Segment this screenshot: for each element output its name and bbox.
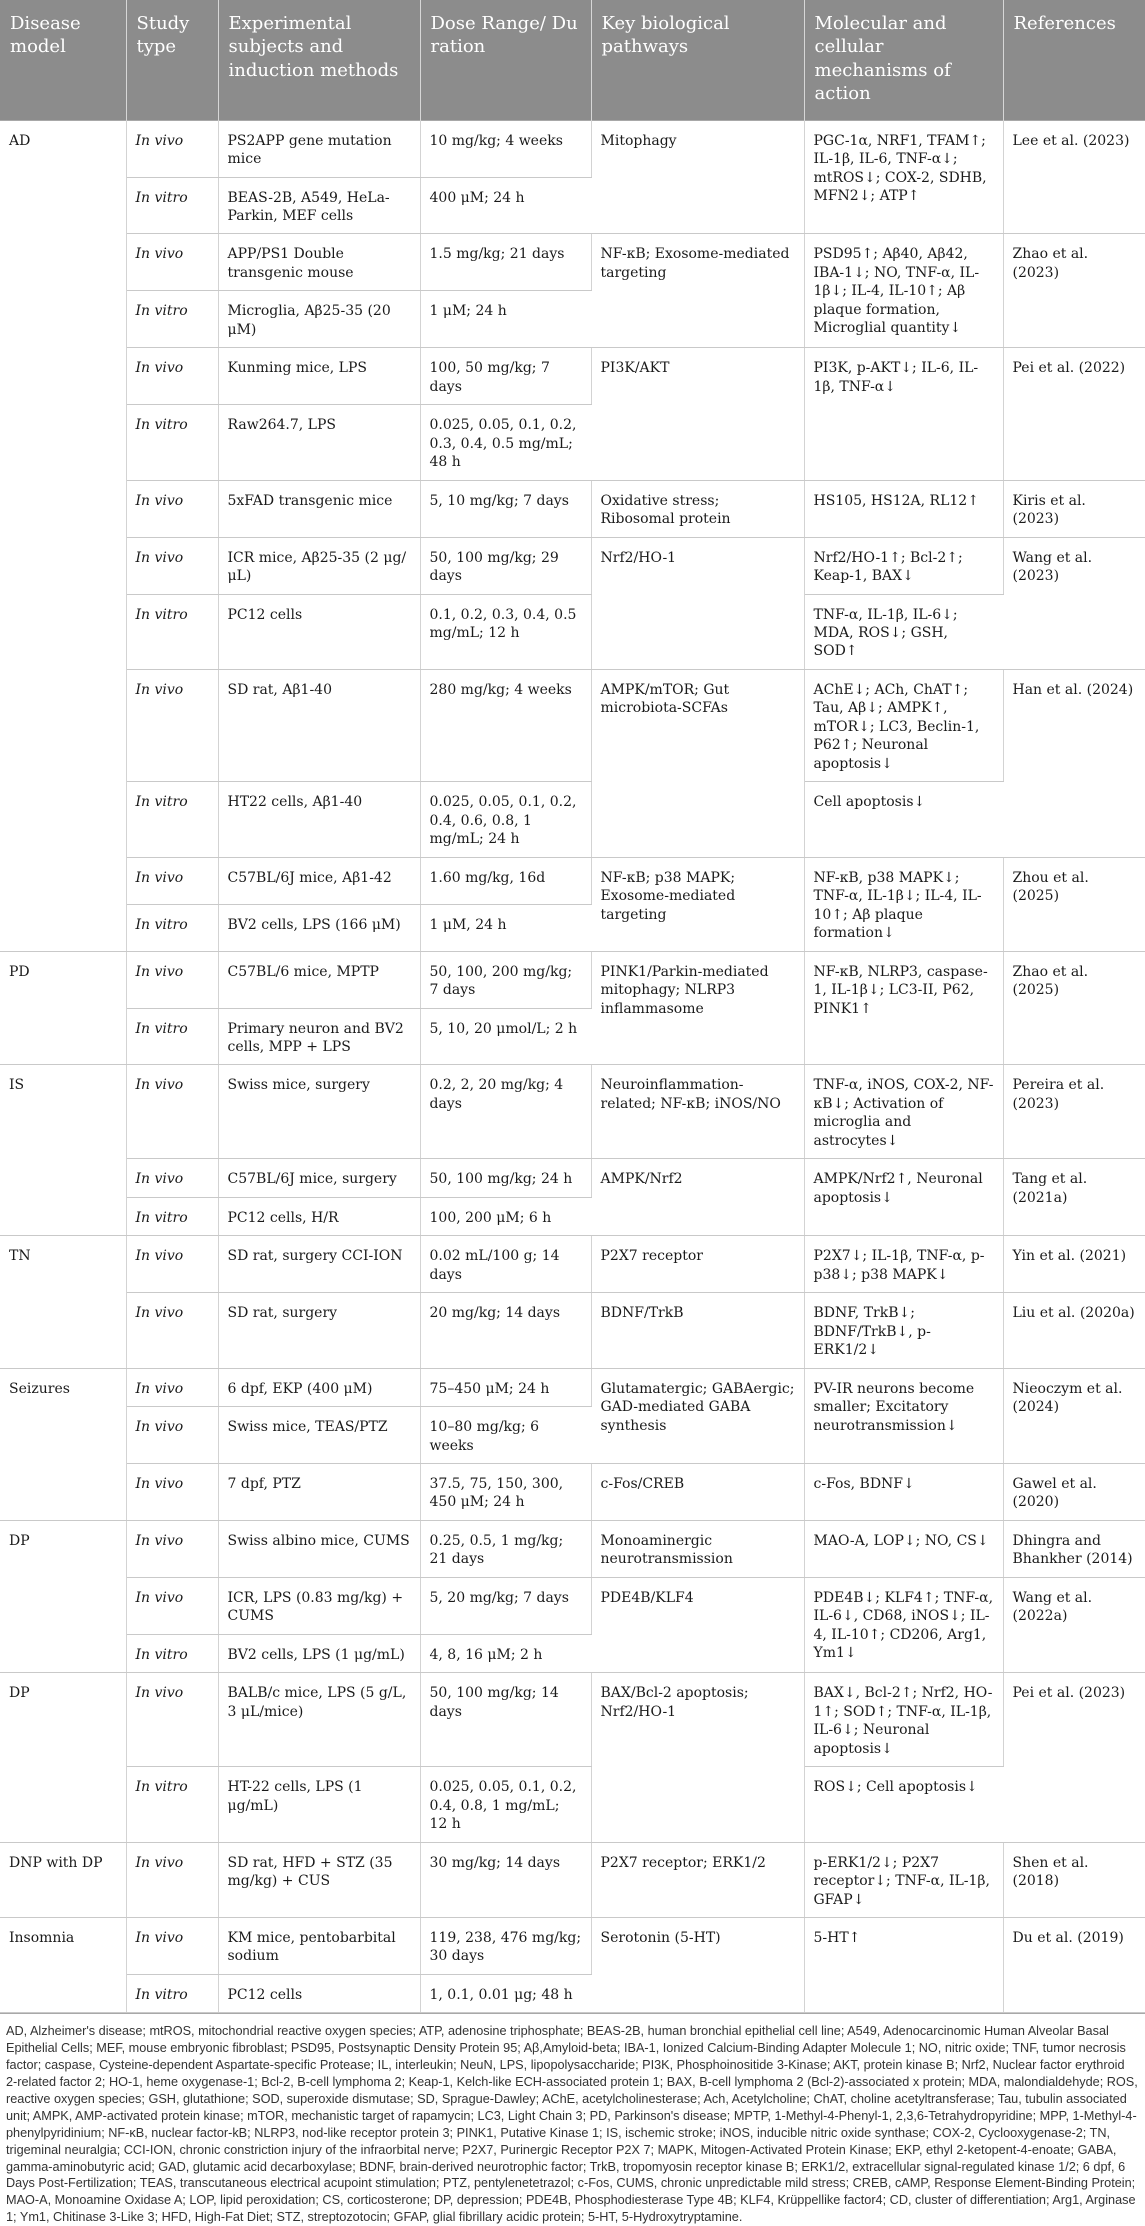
mechanism-cell: P2X7↓; IL-1β, TNF-α, p-p38↓; p38 MAPK↓: [804, 1236, 1003, 1293]
pathway-cell: Glutamatergic; GABAergic; GAD-mediated GABA synthesis: [591, 1368, 804, 1463]
dose-cell: 0.025, 0.05, 0.1, 0.2, 0.4, 0.8, 1 mg/mL; 12 h: [420, 1767, 591, 1842]
subject-cell: Swiss mice, surgery: [218, 1065, 420, 1159]
pathway-cell: Oxidative stress; Ribosomal protein: [591, 480, 804, 537]
subject-cell: Swiss albino mice, CUMS: [218, 1520, 420, 1577]
dose-cell: 0.25, 0.5, 1 mg/kg; 21 days: [420, 1520, 591, 1577]
dose-cell: 100, 200 μM; 6 h: [420, 1197, 591, 1235]
table-row: [0, 669, 1145, 781]
dose-cell: 20 mg/kg; 14 days: [420, 1293, 591, 1368]
pathway-cell: c-Fos/CREB: [591, 1464, 804, 1521]
header-row: [0, 0, 1145, 120]
study-type-cell: In vivo: [126, 120, 218, 177]
reference-cell: Zhou et al. (2025): [1003, 857, 1145, 951]
table-row: [0, 1159, 1145, 1197]
reference-cell: Zhao et al. (2023): [1003, 234, 1145, 348]
mechanism-cell: Cell apoptosis↓: [804, 782, 1003, 857]
subject-cell: Swiss mice, TEAS/PTZ: [218, 1407, 420, 1464]
dose-cell: 50, 100, 200 mg/kg; 7 days: [420, 951, 591, 1008]
subject-cell: C57BL/6J mice, Aβ1-42: [218, 857, 420, 904]
table-row: [0, 1917, 1145, 1974]
dose-cell: 10–80 mg/kg; 6 weeks: [420, 1407, 591, 1464]
table-row: [0, 234, 1145, 291]
study-type-cell: In vivo: [126, 951, 218, 1008]
study-type-cell: In vitro: [126, 1634, 218, 1672]
disease-cell: DP: [0, 1520, 126, 1672]
table-row: [0, 1577, 1145, 1634]
subject-cell: Raw264.7, LPS: [218, 405, 420, 480]
pathway-cell: P2X7 receptor: [591, 1236, 804, 1293]
pathway-cell: Nrf2/HO-1: [591, 537, 804, 669]
study-type-cell: In vivo: [126, 1159, 218, 1197]
subject-cell: PC12 cells: [218, 594, 420, 669]
mechanism-cell: PDE4B↓; KLF4↑; TNF-α, IL-6↓, CD68, iNOS↓; IL-4, IL-10↑; CD206, Arg1, Ym1↓: [804, 1577, 1003, 1672]
reference-cell: Kiris et al. (2023): [1003, 480, 1145, 537]
dose-cell: 280 mg/kg; 4 weeks: [420, 669, 591, 781]
reference-cell: Lee et al. (2023): [1003, 120, 1145, 234]
pathway-cell: NF-κB; Exosome-mediated targeting: [591, 234, 804, 348]
study-type-cell: In vivo: [126, 1236, 218, 1293]
reference-cell: Tang et al. (2021a): [1003, 1159, 1145, 1236]
study-type-cell: In vivo: [126, 669, 218, 781]
subject-cell: BV2 cells, LPS (166 μM): [218, 904, 420, 951]
mechanism-cell: NF-κB, NLRP3, caspase-1, IL-1β↓; LC3-II, P62, PINK1↑: [804, 951, 1003, 1065]
reference-cell: Du et al. (2019): [1003, 1917, 1145, 2012]
pathway-cell: BDNF/TrkB: [591, 1293, 804, 1368]
subject-cell: HT-22 cells, LPS (1 μg/mL): [218, 1767, 420, 1842]
subject-cell: PC12 cells, H/R: [218, 1197, 420, 1235]
table-row: [0, 120, 1145, 177]
dose-cell: 0.025, 0.05, 0.1, 0.2, 0.3, 0.4, 0.5 mg/mL; 48 h: [420, 405, 591, 480]
table-row: [0, 480, 1145, 537]
pathway-cell: PI3K/AKT: [591, 348, 804, 480]
pathway-cell: Monoaminergic neurotransmission: [591, 1520, 804, 1577]
subject-cell: BEAS-2B, A549, HeLa-Parkin, MEF cells: [218, 177, 420, 234]
pathway-cell: PINK1/Parkin-mediated mitophagy; NLRP3 inflammasome: [591, 951, 804, 1065]
mechanism-cell: ROS↓; Cell apoptosis↓: [804, 1767, 1003, 1842]
mechanism-cell: AMPK/Nrf2↑, Neuronal apoptosis↓: [804, 1159, 1003, 1236]
dose-cell: 37.5, 75, 150, 300, 450 μM; 24 h: [420, 1464, 591, 1521]
table-row: [0, 537, 1145, 594]
subject-cell: SD rat, Aβ1-40: [218, 669, 420, 781]
reference-cell: Dhingra and Bhankher (2014): [1003, 1520, 1145, 1577]
disease-cell: DNP with DP: [0, 1842, 126, 1917]
dose-cell: 1 μM; 24 h: [420, 291, 591, 348]
dose-cell: 0.2, 2, 20 mg/kg; 4 days: [420, 1065, 591, 1159]
table-row: [0, 1293, 1145, 1368]
study-type-cell: In vitro: [126, 291, 218, 348]
header-dose: Dose Range/ Du ration: [420, 0, 591, 120]
mechanism-cell: 5-HT↑: [804, 1917, 1003, 2012]
study-type-cell: In vitro: [126, 1197, 218, 1235]
mechanism-cell: MAO-A, LOP↓; NO, CS↓: [804, 1520, 1003, 1577]
study-type-cell: In vivo: [126, 1577, 218, 1634]
table-row: [0, 951, 1145, 1008]
dose-cell: 0.1, 0.2, 0.3, 0.4, 0.5 mg/mL; 12 h: [420, 594, 591, 669]
study-type-cell: In vivo: [126, 480, 218, 537]
dose-cell: 400 μM; 24 h: [420, 177, 591, 234]
subject-cell: 6 dpf, EKP (400 μM): [218, 1368, 420, 1406]
study-type-cell: In vitro: [126, 1008, 218, 1065]
reference-cell: Liu et al. (2020a): [1003, 1293, 1145, 1368]
study-type-cell: In vivo: [126, 1917, 218, 1974]
study-type-cell: In vitro: [126, 594, 218, 669]
subject-cell: SD rat, HFD + STZ (35 mg/kg) + CUS: [218, 1842, 420, 1917]
table-row: [0, 1842, 1145, 1917]
reference-cell: Wang et al. (2023): [1003, 537, 1145, 669]
table-footnote: AD, Alzheimer's disease; mtROS, mitochondrial reactive oxygen species; ATP, adenosine triphosphate; BEAS-2B, human bronchial epithelial cell line; A549, Adenocarcinomic Human Alveolar Basal Epithelial Cells; MEF, mouse embryonic fibroblast; PSD95, Postsynaptic Density Protein 95; Aβ,Amyloid-beta; IBA-1, Ionized Calcium-Binding Adapter Molecule 1; NO, nitric oxide; TNF, tumor necrosis factor; caspase, Cysteine-dependent Aspartate-specific Protease; IL, interleukin; NeuN, LPS, lipopolysaccharide; PI3K, Phosphoinositide 3-Kinase; AKT, protein kinase B; Nrf2, Nuclear factor erythroid 2-related factor 2; HO-1, heme oxygenase-1; Bcl-2, B-cell lymphoma 2; Keap-1, Kelch-like ECH-associated protein 1; BAX, B-cell lymphoma 2 (Bcl-2)-associated x protein; MDA, malondialdehyde; ROS, reactive oxygen species; GSH, glutathione; SOD, superoxide dismutase; SD, Sprague-Dawley; AChE, acetylcholinesterase; Ach, Acetylcholine; ChAT, choline acetyltransferase; Tau, tubulin associated unit; AMPK, AMP-activated protein kinase; mTOR, mechanistic target of rapamycin; LC3, Light Chain 3; PD, Parkinson's disease; MPTP, 1-Methyl-4-Phenyl-1, 2,3,6-Tetrahydropyridine; MPP, 1-Methyl-4-phenylpyridinium; NF-κB, nuclear factor-kB; NLRP3, nod-like receptor protein 3; PINK1, Putative Kinase 1; IS, ischemic stroke; iNOS, inducible nitric oxide synthase; COX-2, Cyclooxygenase-2; TN, trigeminal neuralgia; CCI-ION, chronic constriction injury of the infraorbital nerve; P2X7, Purinergic Receptor P2X 7; MAPK, Mitogen-Activated Protein Kinase; EKP, ethyl 2-ketopent-4-enoate; GABA, gamma-aminobutyric acid; GAD, glutamic acid decarboxylase; BDNF, brain-derived neurotrophic factor; TrkB, tropomyosin receptor kinase B; ERK1/2, extracellular signal-regulated kinase 1/2; 6 dpf, 6 Days Post-Fertilization; TEAS, transcutaneous electrical acupoint stimulation; PTZ, pentylenetetrazol; c-Fos, CUMS, chronic unpredictable mild stress; CREB, cAMP, Response Element-Binding Protein; MAO-A, Monoamine Oxidase A; LOP, lipid peroxidation; CS, corticosterone; DP, depression; PDE4B, Phosphodiesterase Type 4B; KLF4, Krüppellike factor4; CD, cluster of differentiation; Arg1, Arginase 1; Ym1, Chitinase 3-Like 3; HFD, High-Fat Diet; STZ, streptozotocin; GFAP, glial fibrillary acidic protein; 5-HT, 5-Hydroxytryptamine.: [0, 2013, 1145, 2226]
pathway-cell: AMPK/Nrf2: [591, 1159, 804, 1236]
header-mechanisms: Molecular and cellular mechanisms of action: [804, 0, 1003, 120]
reference-cell: Nieoczym et al. (2024): [1003, 1368, 1145, 1463]
reference-cell: Gawel et al. (2020): [1003, 1464, 1145, 1521]
reference-cell: Wang et al. (2022a): [1003, 1577, 1145, 1672]
study-type-cell: In vitro: [126, 1767, 218, 1842]
dose-cell: 119, 238, 476 mg/kg; 30 days: [420, 1917, 591, 1974]
subject-cell: SD rat, surgery CCI-ION: [218, 1236, 420, 1293]
subject-cell: PS2APP gene mutation mice: [218, 120, 420, 177]
table-row: [0, 1464, 1145, 1521]
study-type-cell: In vivo: [126, 348, 218, 405]
subject-cell: 7 dpf, PTZ: [218, 1464, 420, 1521]
subject-cell: ICR, LPS (0.83 mg/kg) + CUMS: [218, 1577, 420, 1634]
dose-cell: 50, 100 mg/kg; 14 days: [420, 1673, 591, 1767]
mechanism-cell: BDNF, TrkB↓; BDNF/TrkB↓, p-ERK1/2↓: [804, 1293, 1003, 1368]
dose-cell: 50, 100 mg/kg; 24 h: [420, 1159, 591, 1197]
dose-cell: 75–450 μM; 24 h: [420, 1368, 591, 1406]
dose-cell: 1 μM, 24 h: [420, 904, 591, 951]
disease-cell: PD: [0, 951, 126, 1065]
subject-cell: ICR mice, Aβ25-35 (2 μg/μL): [218, 537, 420, 594]
dose-cell: 1, 0.1, 0.01 μg; 48 h: [420, 1974, 591, 2012]
table-row: [0, 857, 1145, 904]
table-row: [0, 1065, 1145, 1159]
header-pathways: Key biological pathways: [591, 0, 804, 120]
dose-cell: 1.5 mg/kg; 21 days: [420, 234, 591, 291]
subject-cell: KM mice, pentobarbital sodium: [218, 1917, 420, 1974]
study-type-cell: In vitro: [126, 1974, 218, 2012]
subject-cell: Kunming mice, LPS: [218, 348, 420, 405]
subject-cell: Primary neuron and BV2 cells, MPP + LPS: [218, 1008, 420, 1065]
disease-cell: Insomnia: [0, 1917, 126, 2012]
dose-cell: 4, 8, 16 μM; 2 h: [420, 1634, 591, 1672]
reference-cell: Zhao et al. (2025): [1003, 951, 1145, 1065]
study-type-cell: In vitro: [126, 405, 218, 480]
mechanism-cell: c-Fos, BDNF↓: [804, 1464, 1003, 1521]
table-row: [0, 1673, 1145, 1767]
subject-cell: BV2 cells, LPS (1 μg/mL): [218, 1634, 420, 1672]
table-row: [0, 348, 1145, 405]
mechanism-cell: PGC-1α, NRF1, TFAM↑; IL-1β, IL-6, TNF-α↓; mtROS↓; COX-2, SDHB, MFN2↓; ATP↑: [804, 120, 1003, 234]
dose-cell: 50, 100 mg/kg; 29 days: [420, 537, 591, 594]
pathway-cell: AMPK/mTOR; Gut microbiota-SCFAs: [591, 669, 804, 857]
subject-cell: Microglia, Aβ25-35 (20 μM): [218, 291, 420, 348]
dose-cell: 0.025, 0.05, 0.1, 0.2, 0.4, 0.6, 0.8, 1 mg/mL; 24 h: [420, 782, 591, 857]
study-type-cell: In vitro: [126, 904, 218, 951]
dose-cell: 1.60 mg/kg, 16d: [420, 857, 591, 904]
pathway-cell: BAX/Bcl-2 apoptosis; Nrf2/HO-1: [591, 1673, 804, 1842]
pathway-cell: Serotonin (5-HT): [591, 1917, 804, 2012]
subject-cell: C57BL/6 mice, MPTP: [218, 951, 420, 1008]
study-type-cell: In vivo: [126, 857, 218, 904]
pathway-cell: P2X7 receptor; ERK1/2: [591, 1842, 804, 1917]
reference-cell: Yin et al. (2021): [1003, 1236, 1145, 1293]
study-type-cell: In vivo: [126, 1368, 218, 1406]
mechanism-cell: TNF-α, iNOS, COX-2, NF-κB↓; Activation of microglia and astrocytes↓: [804, 1065, 1003, 1159]
disease-cell: Seizures: [0, 1368, 126, 1520]
table-row: [0, 1520, 1145, 1577]
disease-cell: DP: [0, 1673, 126, 1842]
subject-cell: APP/PS1 Double transgenic mouse: [218, 234, 420, 291]
dose-cell: 10 mg/kg; 4 weeks: [420, 120, 591, 177]
mechanism-cell: PI3K, p-AKT↓; IL-6, IL-1β, TNF-α↓: [804, 348, 1003, 480]
dose-cell: 5, 10 mg/kg; 7 days: [420, 480, 591, 537]
reference-cell: Pereira et al. (2023): [1003, 1065, 1145, 1159]
study-type-cell: In vivo: [126, 1407, 218, 1464]
dose-cell: 0.02 mL/100 g; 14 days: [420, 1236, 591, 1293]
mechanism-cell: p-ERK1/2↓; P2X7 receptor↓; TNF-α, IL-1β, GFAP↓: [804, 1842, 1003, 1917]
reference-cell: Pei et al. (2022): [1003, 348, 1145, 480]
dose-cell: 5, 10, 20 μmol/L; 2 h: [420, 1008, 591, 1065]
disease-cell: AD: [0, 120, 126, 951]
disease-cell: IS: [0, 1065, 126, 1236]
pathway-cell: PDE4B/KLF4: [591, 1577, 804, 1672]
subject-cell: HT22 cells, Aβ1-40: [218, 782, 420, 857]
subject-cell: PC12 cells: [218, 1974, 420, 2012]
subject-cell: 5xFAD transgenic mice: [218, 480, 420, 537]
mechanism-cell: TNF-α, IL-1β, IL-6↓; MDA, ROS↓; GSH, SOD↑: [804, 594, 1003, 669]
reference-cell: Pei et al. (2023): [1003, 1673, 1145, 1842]
study-type-cell: In vivo: [126, 1464, 218, 1521]
study-type-cell: In vivo: [126, 1293, 218, 1368]
dose-cell: 30 mg/kg; 14 days: [420, 1842, 591, 1917]
pathway-cell: NF-κB; p38 MAPK; Exosome-mediated targeting: [591, 857, 804, 951]
header-study-type: Study type: [126, 0, 218, 120]
subject-cell: BALB/c mice, LPS (5 g/L, 3 μL/mice): [218, 1673, 420, 1767]
mechanism-cell: PV-IR neurons become smaller; Excitatory neurotransmission↓: [804, 1368, 1003, 1463]
mechanism-cell: HS105, HS12A, RL12↑: [804, 480, 1003, 537]
study-type-cell: In vitro: [126, 782, 218, 857]
table-row: [0, 1767, 1145, 1842]
mechanism-cell: PSD95↑; Aβ40, Aβ42, IBA-1↓; NO, TNF-α, IL-1β↓; IL-4, IL-10↑; Aβ plaque formation, Microglial quantity↓: [804, 234, 1003, 348]
subject-cell: C57BL/6J mice, surgery: [218, 1159, 420, 1197]
header-subjects: Experimental subjects and induction methods: [218, 0, 420, 120]
mechanism-cell: NF-κB, p38 MAPK↓; TNF-α, IL-1β↓; IL-4, IL-10↑; Aβ plaque formation↓: [804, 857, 1003, 951]
study-type-cell: In vivo: [126, 1520, 218, 1577]
dose-cell: 100, 50 mg/kg; 7 days: [420, 348, 591, 405]
disease-cell: TN: [0, 1236, 126, 1368]
subject-cell: SD rat, surgery: [218, 1293, 420, 1368]
study-type-cell: In vivo: [126, 1065, 218, 1159]
reference-cell: Shen et al. (2018): [1003, 1842, 1145, 1917]
study-type-cell: In vivo: [126, 234, 218, 291]
mechanism-cell: AChE↓; ACh, ChAT↑; Tau, Aβ↓; AMPK↑, mTOR↓; LC3, Beclin-1, P62↑; Neuronal apoptosis↓: [804, 669, 1003, 781]
pathway-cell: Mitophagy: [591, 120, 804, 234]
mechanism-cell: Nrf2/HO-1↑; Bcl-2↑; Keap-1, BAX↓: [804, 537, 1003, 594]
header-disease-model: Disease model: [0, 0, 126, 120]
header-references: References: [1003, 0, 1145, 120]
study-type-cell: In vivo: [126, 1842, 218, 1917]
dose-cell: 5, 20 mg/kg; 7 days: [420, 1577, 591, 1634]
study-type-cell: In vitro: [126, 177, 218, 234]
table-row: [0, 782, 1145, 857]
study-type-cell: In vivo: [126, 537, 218, 594]
table-row: [0, 594, 1145, 669]
mechanism-cell: BAX↓, Bcl-2↑; Nrf2, HO-1↑; SOD↑; TNF-α, IL-1β, IL-6↓; Neuronal apoptosis↓: [804, 1673, 1003, 1767]
table-row: [0, 1236, 1145, 1293]
table-row: [0, 1368, 1145, 1406]
reference-cell: Han et al. (2024): [1003, 669, 1145, 857]
study-type-cell: In vivo: [126, 1673, 218, 1767]
pathway-cell: Neuroinflammation-related; NF-κB; iNOS/NO: [591, 1065, 804, 1159]
